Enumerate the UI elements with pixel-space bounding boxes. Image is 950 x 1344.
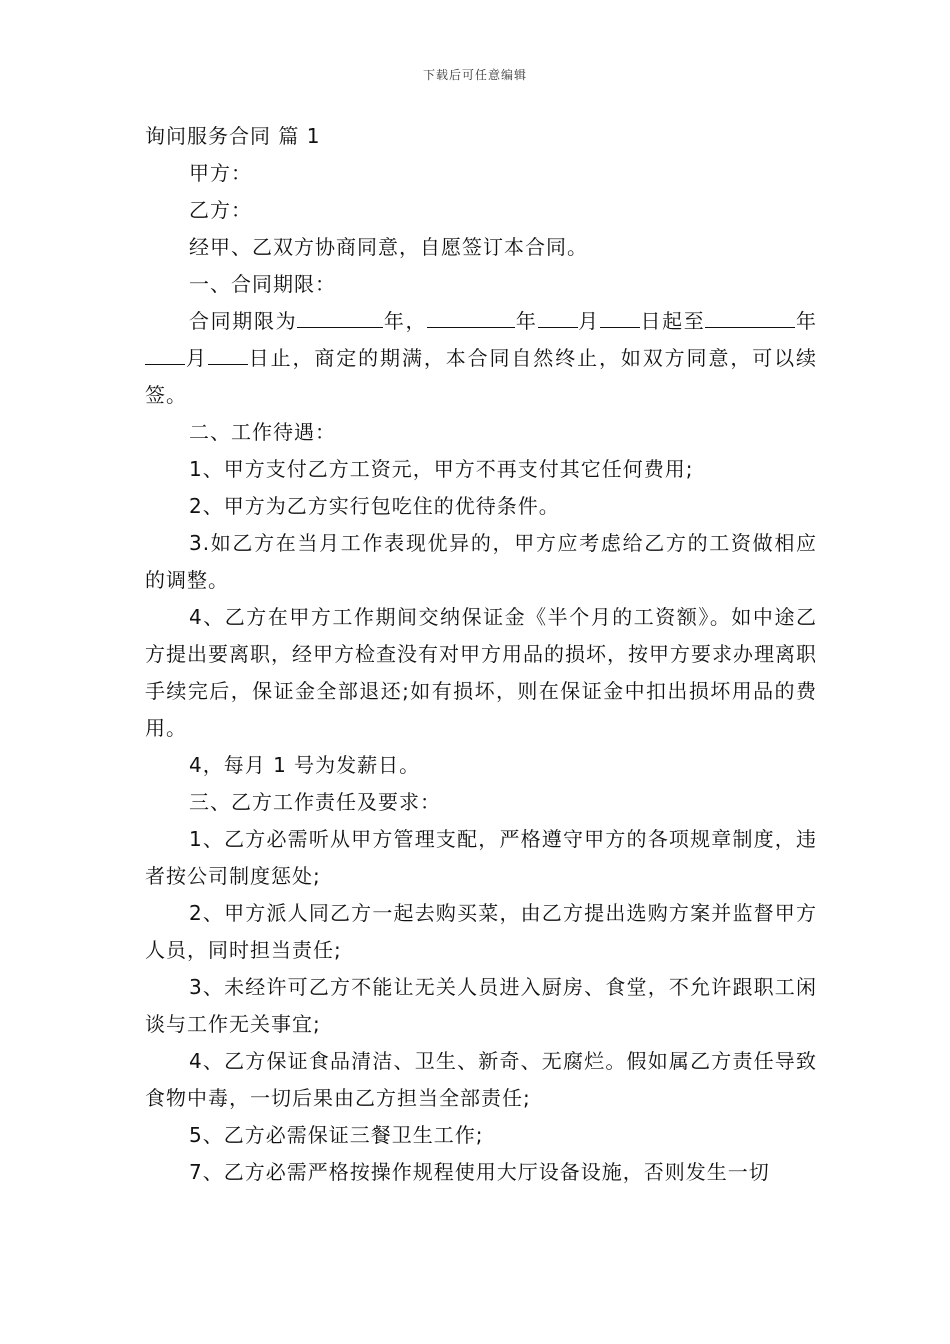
term-text-6: 年 [795, 309, 818, 333]
section-1-heading: 一、合同期限： [189, 272, 336, 296]
section-3-item: 3、未经许可乙方不能让无关人员进入厨房、食堂，不允许跟职工闲谈与工作无关事宜; [145, 975, 817, 1036]
section-2-heading: 二、工作待遇： [189, 420, 336, 444]
blank-field [538, 305, 578, 328]
section-3-heading: 三、乙方工作责任及要求： [189, 790, 441, 814]
blank-field [427, 305, 515, 328]
term-text-7: 月 [185, 346, 208, 370]
section-3-item: 4、乙方保证食品清洁、卫生、新奇、无腐烂。假如属乙方责任导致食物中毒，一切后果由乙方担当全部责任; [145, 1049, 817, 1110]
blank-field [705, 305, 783, 328]
section-2-item: 4、乙方在甲方工作期间交纳保证金《半个月的工资额》。如中途乙方提出要离职，经甲方检查没有对甲方用品的损坏，按甲方要求办理离职手续完后，保证金全部退还;如有损坏，则在保证金中扣出损坏用品的费用。 [145, 605, 817, 740]
term-text-8: 日止，商定的期满，本合同自然终止，如双方同意，可以续签。 [145, 346, 818, 407]
document-title: 询问服务合同 篇 1 [145, 124, 321, 148]
contract-term-paragraph [145, 303, 817, 414]
section-2-item: 1、甲方支付乙方工资元，甲方不再支付其它任何费用; [189, 457, 694, 481]
blank-field [783, 305, 795, 328]
term-text-1: 合同期限为 [189, 309, 298, 333]
term-text-4: 月 [577, 309, 600, 333]
party-b-line: 乙方： [189, 198, 252, 222]
blank-field [208, 342, 248, 365]
header-note: 下载后可任意编辑 [422, 68, 527, 82]
section-3-item: 7、乙方必需严格按操作规程使用大厅设备设施，否则发生一切 [189, 1160, 770, 1184]
party-a-line: 甲方： [189, 161, 252, 185]
section-3-item: 2、甲方派人同乙方一起去购买菜，由乙方提出选购方案并监督甲方人员，同时担当责任; [145, 901, 817, 962]
term-text-3: 年 [515, 309, 538, 333]
blank-field [145, 342, 185, 365]
blank-field [297, 305, 383, 328]
section-2-item: 2、甲方为乙方实行包吃住的优待条件。 [189, 494, 560, 518]
section-2-item: 4，每月 1 号为发薪日。 [189, 753, 421, 777]
term-text-2: 年， [383, 309, 428, 333]
blank-field [600, 305, 640, 328]
section-3-item: 1、乙方必需听从甲方管理支配，严格遵守甲方的各项规章制度，违者按公司制度惩处; [145, 827, 817, 888]
document-body [145, 117, 817, 1191]
section-2-item: 3.如乙方在当月工作表现优异的，甲方应考虑给乙方的工资做相应的调整。 [145, 531, 817, 592]
term-text-5: 日起至 [639, 309, 706, 333]
intro-paragraph: 经甲、乙双方协商同意，自愿签订本合同。 [189, 235, 588, 259]
section-3-item: 5、乙方必需保证三餐卫生工作; [189, 1123, 484, 1147]
